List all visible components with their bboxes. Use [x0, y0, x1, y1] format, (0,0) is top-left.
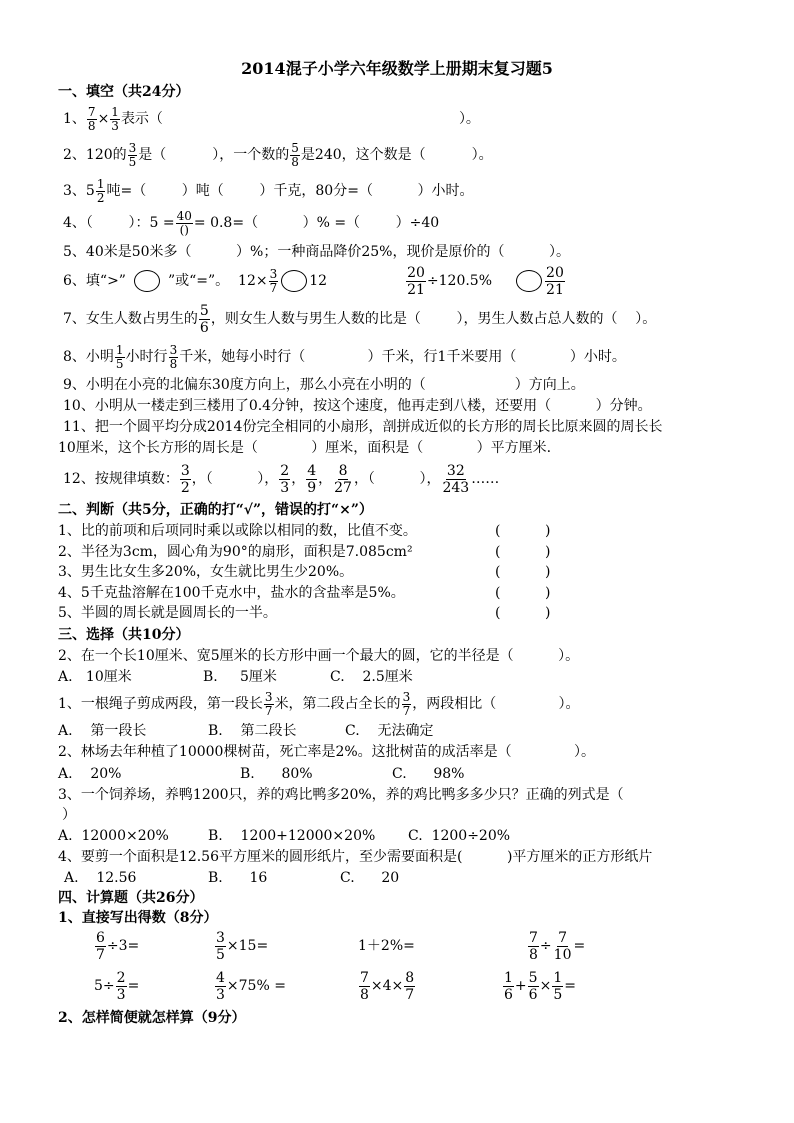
choice-q3-a: A. 12000×20%	[58, 828, 169, 844]
numerator: 2	[116, 969, 126, 986]
fraction	[333, 463, 353, 496]
numerator: 8	[405, 969, 415, 986]
question-6	[63, 264, 566, 298]
numerator: 2	[280, 462, 290, 479]
q-end: ）。	[458, 111, 480, 127]
q-text: ），一个数的	[212, 147, 290, 163]
numerator: 7	[87, 104, 96, 119]
choice-q4-a: A. 12.56	[64, 870, 137, 886]
denominator: 5	[115, 356, 124, 371]
numerator: 1	[504, 969, 513, 986]
numerator: 1	[111, 104, 119, 119]
calc-r1c: 1＋2%=	[358, 938, 415, 954]
choice-q3-c: C. 1200÷20%	[408, 828, 511, 844]
q-text: 米，第二段占全长的	[274, 696, 401, 712]
choice-q2-a: A. 20%	[58, 766, 122, 782]
denominator: 5	[553, 986, 563, 1003]
q-text: 4、（ ）：5 =	[63, 215, 175, 231]
choice-q0-c: C. 2.5厘米	[330, 669, 413, 685]
denominator: 6	[199, 319, 209, 336]
choice-q4-b: B. 16	[208, 870, 268, 886]
calc-r1a	[94, 927, 139, 965]
q-text: 8、小明	[63, 349, 114, 365]
denominator: 7	[269, 280, 278, 295]
numerator: 1	[115, 342, 124, 357]
fraction	[269, 268, 279, 295]
calc-r2a	[94, 967, 139, 1005]
numerator: 3	[128, 140, 137, 155]
expr-op: ÷	[539, 938, 552, 954]
question-11-line-2: 10厘米，这个长方形的周长是（ ）厘米，面积是（ ）平方厘米.	[58, 440, 552, 456]
question-11-line-1: 11、把一个圆平均分成2014份完全相同的小扇形，剖拼成近似的长方形的周长比原来圆的周长长	[63, 419, 663, 435]
numerator: 7	[529, 929, 538, 946]
fraction	[180, 463, 191, 496]
denominator: 3	[116, 986, 126, 1003]
question-7	[63, 302, 656, 336]
sub-heading-simplify: 2、怎样简便就怎样算（9分）	[58, 1010, 246, 1026]
expr-pre: 5÷	[94, 978, 115, 994]
times-sign: ×	[97, 111, 110, 127]
expr-op: ×	[539, 978, 552, 994]
choice-q3-cont: ）	[62, 807, 76, 823]
question-12: 12、按规律填数： $\frac{3}{2}$ ，（ ）， $\frac{2}{3}$ ， $\frac{4}{9}$ ， $\frac{8}{27}$ ，（ ）， $\frac{32}{243}$ ……	[63, 462, 500, 496]
q-text: ，则女生人数与男生人数的比是（ ），男生人数占总人数的（ ）。	[210, 311, 657, 327]
denominator: 8	[291, 154, 299, 169]
expr-rest: =	[564, 978, 576, 994]
numerator: 7	[360, 969, 369, 986]
denominator: 2	[180, 479, 190, 496]
q-text: ÷120.5%	[426, 273, 493, 289]
denominator: 3	[111, 118, 119, 133]
section-heading-choice: 三、选择（共10分）	[58, 627, 190, 643]
denominator: 3	[280, 479, 290, 496]
section-heading-calc: 四、计算题（共26分）	[58, 890, 204, 906]
judge-item: 3、男生比女生多20%，女生就比男生少20%。	[58, 564, 354, 581]
denominator: 7	[405, 986, 415, 1003]
denominator: 8	[360, 986, 369, 1003]
answer-parentheses[interactable]: ( )	[495, 605, 551, 622]
expr-rest: ÷3=	[106, 938, 140, 954]
answer-parentheses[interactable]: ( )	[495, 523, 551, 539]
q-text: 6、填“>”	[63, 273, 126, 289]
choice-q0-a: A. 10厘米	[58, 669, 132, 685]
fraction	[402, 691, 412, 718]
question-10: 10、小明从一楼走到三楼用了0.4分钟，按这个速度，他再走到八楼，还要用（ ）分钟。	[63, 398, 652, 414]
q-text: 12、按规律填数：	[63, 471, 179, 487]
fraction	[176, 210, 193, 237]
q-text: 3、5	[63, 183, 95, 199]
answer-parentheses[interactable]: ( )	[495, 564, 551, 581]
choice-q3-b: B. 1200+12000×20%	[208, 828, 376, 844]
denominator: 8	[529, 946, 538, 963]
numerator: 3	[269, 266, 278, 281]
fraction	[110, 106, 120, 133]
blank-circle[interactable]	[134, 270, 160, 292]
denominator: 7	[402, 703, 411, 718]
numerator: 1	[553, 969, 563, 986]
judge-item: 4、5千克盐溶解在100千克水中，盐水的含盐率是5%。	[58, 584, 405, 601]
denominator: 6	[528, 986, 538, 1003]
q-text: ，（ ），	[191, 471, 279, 487]
q-num: 1、	[63, 111, 86, 127]
fraction	[115, 344, 125, 371]
fraction	[528, 930, 539, 963]
q-text: ……	[471, 471, 500, 487]
choice-q1-a: A. 第一段长	[58, 723, 147, 739]
denominator: ()	[179, 222, 189, 237]
numerator: 3	[402, 689, 411, 704]
denominator: 8	[87, 118, 96, 133]
expr-rest: ×75% =	[226, 978, 286, 994]
fraction	[553, 930, 573, 963]
calc-r2b	[214, 967, 286, 1005]
numerator: 5	[528, 969, 538, 986]
denominator: 21	[407, 281, 425, 298]
expr-rest: ×15=	[226, 938, 269, 954]
fraction	[359, 970, 370, 1003]
q-text: 2、120的	[63, 147, 127, 163]
blank-circle[interactable]	[516, 270, 542, 292]
question-5: 5、40米是50米多（ ）%；一种商品降价25%，现价是原价的（ ）。	[63, 244, 570, 260]
denominator: 21	[546, 281, 564, 298]
fraction	[503, 970, 514, 1003]
q-text: 1、一根绳子剪成两段，第一段长	[58, 696, 263, 712]
choice-q0-b: B. 5厘米	[203, 669, 277, 685]
denominator: 27	[334, 479, 352, 496]
q-text: = 0.8=（ ）% =（ ）÷40	[193, 215, 440, 231]
judge-item: 2、半径为3cm，圆心角为90°的扇形，面积是7.085cm²	[58, 543, 413, 560]
numerator: 3	[169, 342, 178, 357]
fraction	[290, 142, 300, 169]
judge-item: 5、半圆的周长就是圆周长的一半。	[58, 605, 277, 622]
denominator: 7	[264, 703, 273, 718]
answer-parentheses[interactable]: ( )	[495, 543, 551, 560]
denominator: 7	[96, 946, 105, 963]
q-text: 小时行	[125, 349, 168, 365]
calc-r1d	[527, 927, 585, 965]
numerator: 7	[558, 929, 568, 946]
fraction	[306, 463, 317, 496]
denominator: 243	[442, 479, 470, 496]
q-text: ”或“=”。 12×	[167, 273, 268, 289]
denominator: 5	[128, 154, 137, 169]
q-text: ）。	[471, 147, 493, 163]
fraction	[199, 303, 210, 336]
numerator: 8	[338, 462, 348, 479]
calc-r1b	[214, 927, 268, 965]
denominator: 3	[216, 986, 225, 1003]
question-8	[63, 340, 626, 374]
fraction	[279, 463, 290, 496]
numerator: 5	[291, 140, 299, 155]
choice-q0: 2、在一个长10厘米、宽5厘米的长方形中画一个最大的圆，它的半径是（ ）。	[58, 648, 580, 664]
numerator: 3	[216, 929, 225, 946]
calc-r2c	[358, 967, 416, 1005]
q-text: ，两段相比（ ）。	[412, 696, 580, 712]
fraction	[528, 970, 539, 1003]
q-text: 表示（	[120, 111, 163, 127]
fraction	[215, 930, 226, 963]
q-text: 是（	[138, 147, 167, 163]
fraction	[116, 970, 127, 1003]
denominator: 8	[169, 356, 178, 371]
denominator: 5	[216, 946, 225, 963]
q-text: 是240，这个数是（	[300, 147, 426, 163]
question-1	[63, 104, 480, 134]
sub-heading-direct: 1、直接写出得数（8分）	[58, 910, 218, 926]
q-text: 吨=（ ）吨（ ）千克，80分=（ ）小时。	[106, 183, 474, 199]
calc-r2d	[502, 967, 576, 1005]
q-text: 7、女生人数占男生的	[63, 311, 198, 327]
choice-q2-b: B. 80%	[240, 766, 313, 782]
question-2	[63, 140, 493, 170]
numerator: 4	[216, 969, 225, 986]
q-text: 12	[309, 273, 328, 289]
numerator: 3	[264, 689, 273, 704]
question-3	[63, 176, 473, 206]
fraction	[96, 178, 106, 205]
judge-item: 1、比的前项和后项同时乘以或除以相同的数，比值不变。	[58, 523, 417, 539]
numerator: 40	[176, 208, 192, 223]
denominator: 2	[96, 190, 105, 205]
expr-rest: =	[127, 978, 140, 994]
choice-q1	[58, 688, 580, 720]
answer-parentheses[interactable]: ( )	[495, 584, 551, 601]
denominator: 10	[553, 946, 572, 963]
numerator: 20	[407, 264, 425, 281]
numerator: 32	[446, 462, 465, 479]
numerator: 3	[180, 462, 190, 479]
expr-mid: ×4×	[370, 978, 404, 994]
choice-q2-c: C. 98%	[392, 766, 465, 782]
q-text: 千米，她每小时行（ ）千米，行1千米要用（ ）小时。	[179, 349, 626, 365]
numerator: 20	[546, 264, 564, 281]
choice-q3: 3、一个饲养场，养鸭1200只，养的鸡比鸭多20%，养的鸡比鸭多多少只？正确的列式是（	[58, 787, 624, 803]
fraction	[406, 265, 426, 298]
numerator: 5	[199, 302, 209, 319]
page-title: 2014混子小学六年级数学上册期末复习题5	[241, 59, 553, 78]
fraction	[128, 142, 138, 169]
numerator: 4	[307, 462, 317, 479]
choice-q1-b: B. 第二段长	[208, 723, 297, 739]
choice-q2: 2、林场去年种植了10000棵树苗，死亡率是2%。这批树苗的成活率是（ ）。	[58, 744, 595, 760]
section-heading-fill-blank: 一、填空（共24分）	[58, 84, 190, 100]
numerator: 1	[96, 176, 105, 191]
fraction	[95, 930, 106, 963]
fraction	[87, 106, 97, 133]
fraction	[404, 970, 415, 1003]
fraction	[545, 265, 565, 298]
blank-circle[interactable]	[281, 270, 307, 292]
choice-q1-c: C. 无法确定	[345, 723, 434, 739]
denominator: 6	[504, 986, 513, 1003]
fraction	[264, 691, 274, 718]
choice-q4: 4、要剪一个面积是12.56平方厘米的圆形纸片，至少需要面积是( )平方厘米的正方形纸片	[58, 849, 653, 865]
fraction	[552, 970, 563, 1003]
fraction	[169, 344, 179, 371]
fraction	[215, 970, 226, 1003]
numerator: 6	[96, 929, 105, 946]
q-text: ，（ ），	[353, 471, 441, 487]
fraction	[441, 463, 470, 496]
expr-op: +	[514, 978, 527, 994]
choice-q4-c: C. 20	[340, 870, 400, 886]
expr-rest: =	[573, 938, 586, 954]
denominator: 9	[307, 479, 317, 496]
question-9: 9、小明在小亮的北偏东30度方向上，那么小亮在小明的（ ）方向上。	[63, 377, 585, 393]
question-4	[63, 208, 439, 238]
section-heading-judge: 二、判断（共5分，正确的打“√”，错误的打“×”）	[58, 502, 373, 518]
